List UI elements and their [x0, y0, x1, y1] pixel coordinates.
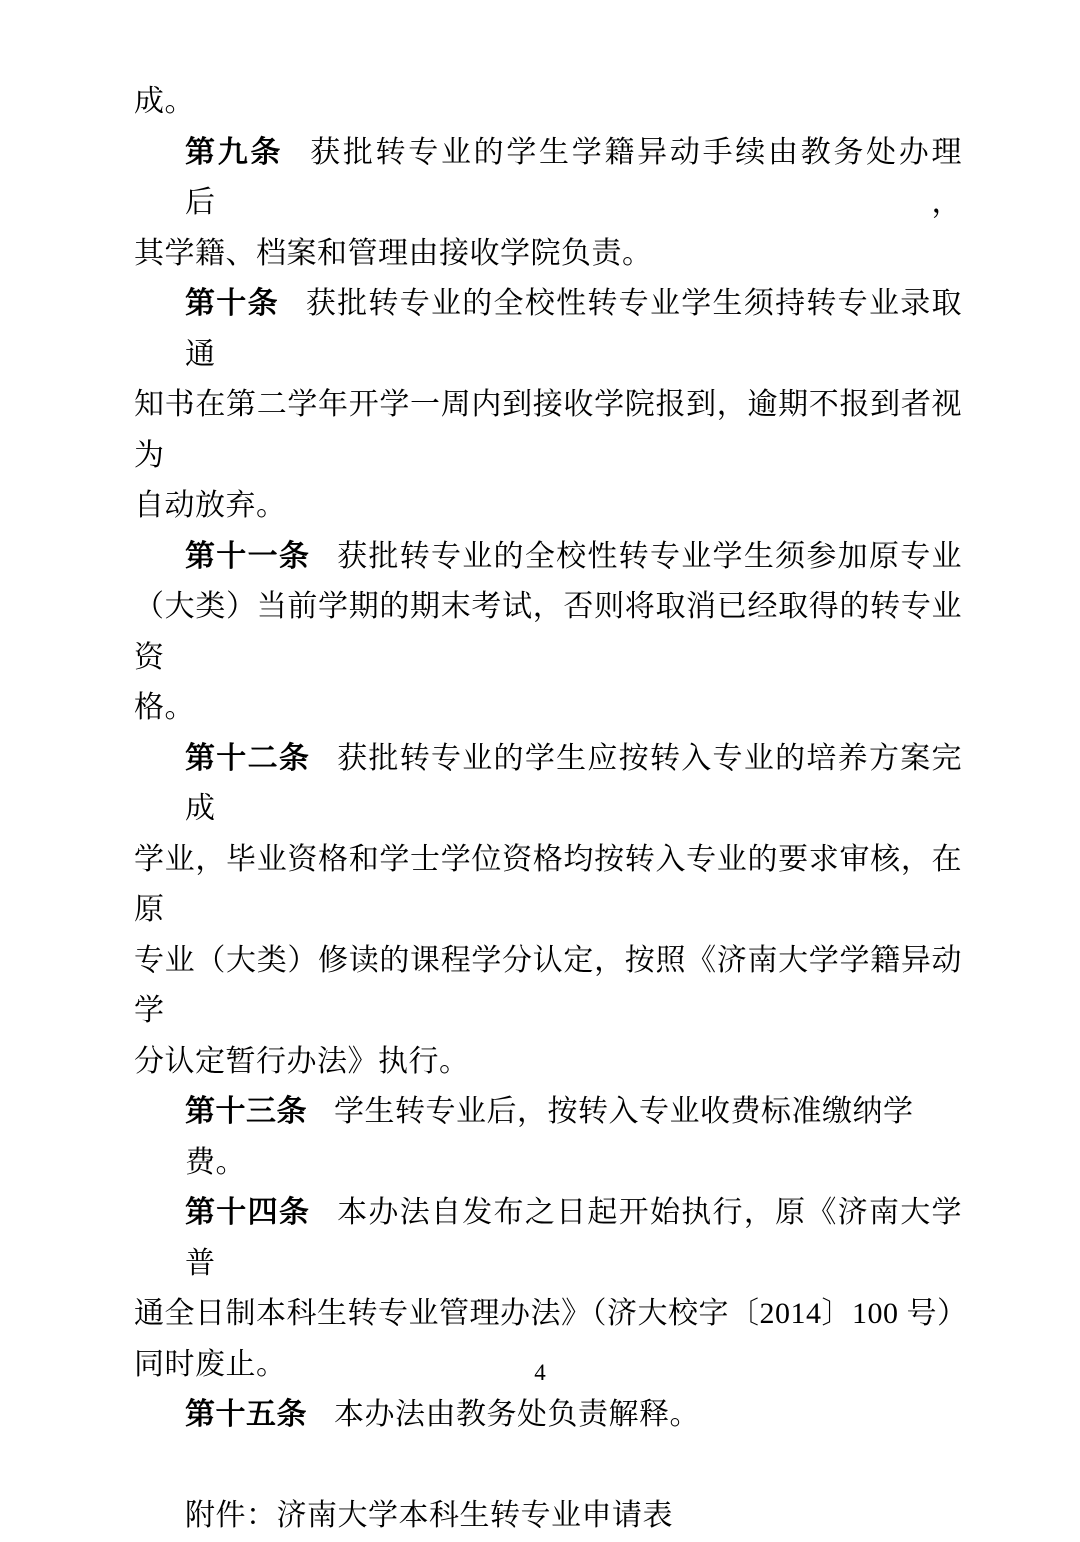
document-line	[134, 77, 962, 128]
line-text: 通全日制本科生转专业管理办法》（济大校字〔2014〕100 号）	[134, 1297, 968, 1330]
document-line	[134, 1037, 962, 1088]
document-line	[134, 683, 962, 734]
line-text: 分认定暂行办法》执行。	[134, 1044, 470, 1078]
page-number: 4	[534, 1360, 546, 1385]
line-text: 获批转专业的学生学籍异动手续由教务处办理后，	[185, 135, 963, 219]
document-line	[134, 1087, 962, 1188]
line-text: 专业（大类）修读的课程学分认定，按照《济南大学学籍异动学	[134, 943, 962, 1027]
line-text: 获批转专业的全校性转专业学生须持转专业录取通	[185, 287, 963, 371]
line-text: 本办法由教务处负责解释。	[334, 1398, 700, 1431]
line-text: 本办法自发布之日起开始执行，原《济南大学普	[185, 1196, 963, 1280]
document-line	[134, 229, 962, 280]
line-text: 学生转专业后，按转入专业收费标准缴纳学费。	[185, 1095, 914, 1179]
document-line	[134, 936, 962, 1037]
document-line	[134, 128, 962, 229]
document-line	[134, 532, 962, 583]
document-line	[134, 481, 962, 532]
line-text: 同时废止。	[134, 1347, 287, 1381]
document-line	[134, 835, 962, 936]
article-number: 第十四条	[185, 1196, 311, 1229]
line-text: 自动放弃。	[134, 489, 287, 522]
article-number: 第九条	[185, 135, 284, 169]
attachment-line	[134, 1491, 962, 1542]
article-number: 第十三条	[185, 1095, 307, 1128]
line-text: 附件：济南大学本科生转专业申请表	[185, 1499, 673, 1532]
article-number: 第十条	[185, 287, 279, 320]
line-text: 格。	[134, 691, 195, 724]
document-body	[134, 77, 968, 1542]
line-text: 其学籍、档案和管理由接收学院负责。	[134, 236, 653, 270]
line-text: 学业，毕业资格和学士学位资格均按转入专业的要求审核，在原	[134, 842, 962, 926]
document-line	[134, 1289, 968, 1340]
document-line	[134, 279, 962, 380]
line-text: 获批转专业的全校性转专业学生须参加原专业	[337, 539, 963, 573]
line-text: 成。	[134, 85, 195, 118]
document-line	[134, 582, 962, 683]
document-line	[134, 380, 962, 481]
line-text: （大类）当前学期的期末考试，否则将取消已经取得的转专业资	[134, 590, 962, 674]
document-line	[134, 1390, 962, 1441]
document-line	[134, 1188, 962, 1289]
article-number: 第十一条	[185, 539, 311, 573]
document-line	[134, 734, 962, 835]
line-text: 知书在第二学年开学一周内到接收学院报到，逾期不报到者视为	[134, 388, 962, 472]
line-text: 获批转专业的学生应按转入专业的培养方案完成	[185, 741, 963, 825]
article-number: 第十二条	[185, 741, 311, 775]
article-number: 第十五条	[185, 1398, 307, 1431]
